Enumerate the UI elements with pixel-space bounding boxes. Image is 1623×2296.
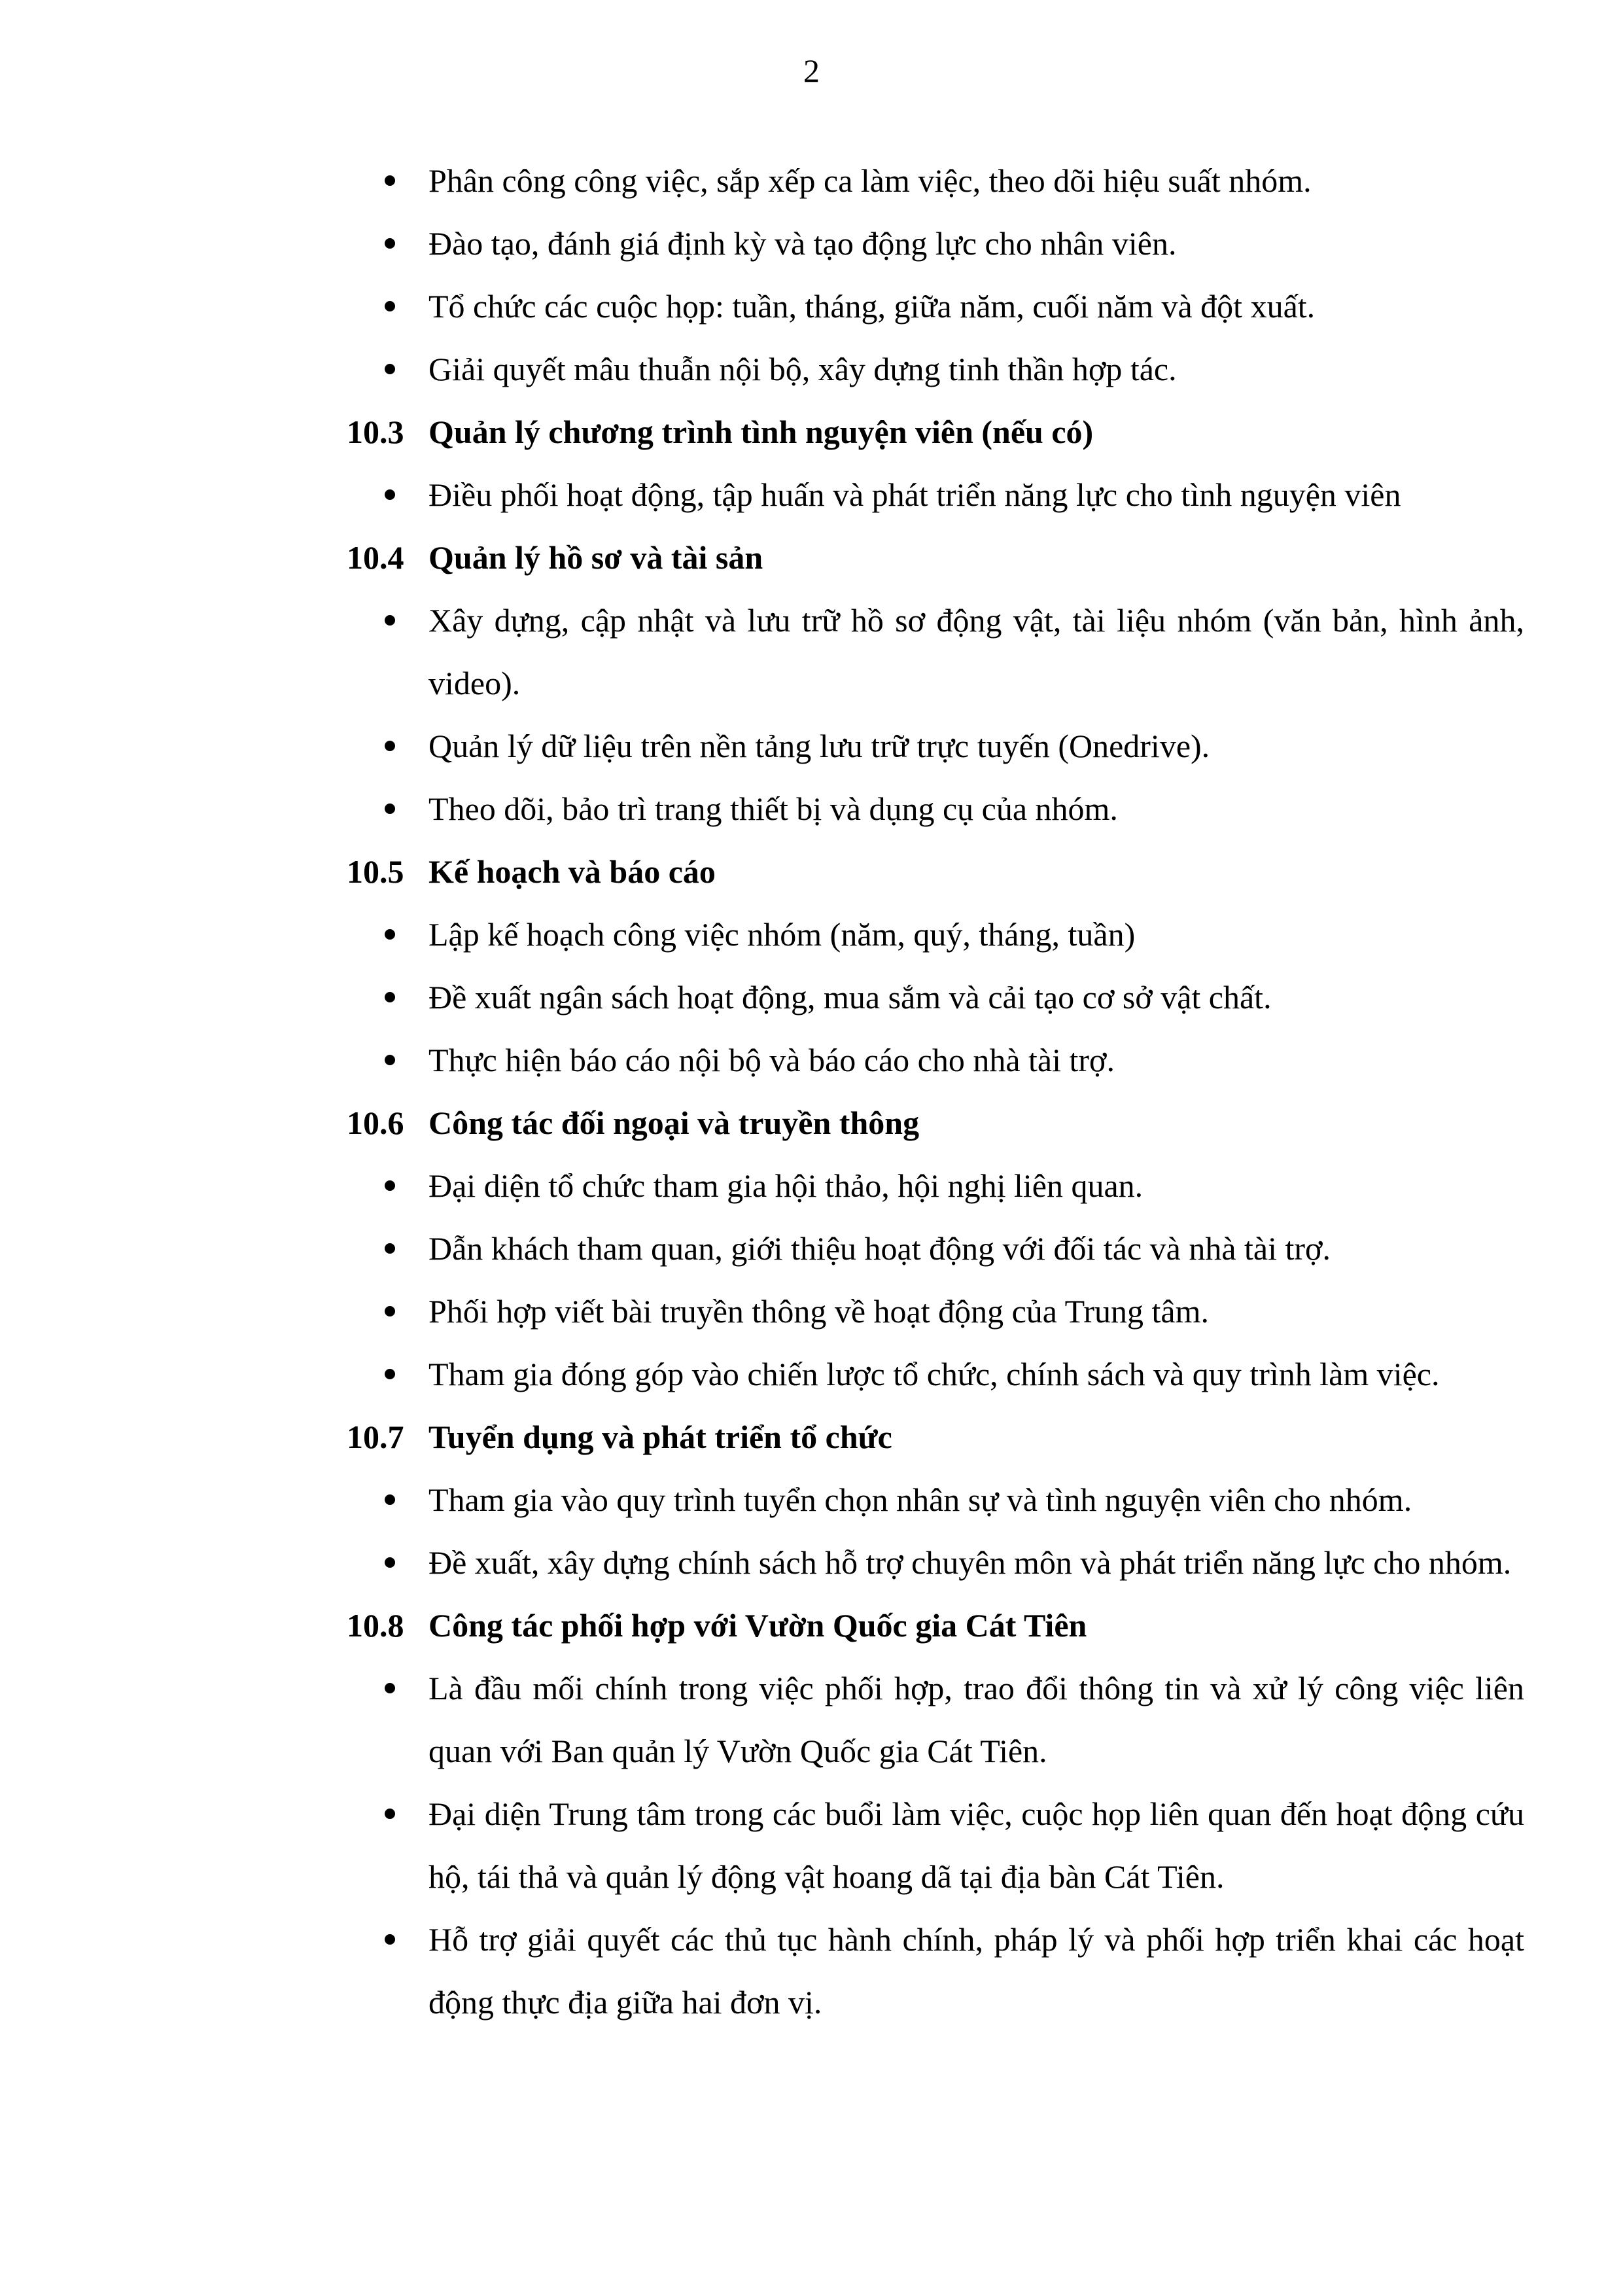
section-heading — [347, 840, 1524, 903]
list-item — [347, 149, 1524, 212]
intro-bullet-list — [347, 149, 1524, 400]
section-10-4 — [347, 526, 1524, 840]
list-item-text: Dẫn khách tham quan, giới thiệu hoạt động với đối tác và nhà tài trợ. — [428, 1230, 1331, 1267]
list-item-text: Lập kế hoạch công việc nhóm (năm, quý, tháng, tuần) — [428, 916, 1136, 953]
list-item-text: Phân công công việc, sắp xếp ca làm việc, theo dõi hiệu suất nhóm. — [428, 162, 1312, 199]
section-heading — [347, 400, 1524, 463]
section-title: Quản lý chương trình tình nguyện viên (nếu có) — [428, 414, 1094, 450]
list-item — [347, 1343, 1524, 1405]
list-item — [347, 589, 1524, 715]
list-item-text: Đại diện Trung tâm trong các buổi làm việc, cuộc họp liên quan đến hoạt động cứu hộ, tái thả và quản lý động vật hoang dã tại địa bàn Cát Tiên. — [428, 1795, 1524, 1895]
section-number: 10.6 — [347, 1104, 404, 1141]
list-item-text: Quản lý dữ liệu trên nền tảng lưu trữ trực tuyến (Onedrive). — [428, 728, 1210, 764]
section-10-3 — [347, 400, 1524, 526]
list-item — [347, 1280, 1524, 1343]
list-item — [347, 275, 1524, 338]
list-item-text: Thực hiện báo cáo nội bộ và báo cáo cho nhà tài trợ. — [428, 1042, 1115, 1078]
section-number: 10.5 — [347, 853, 404, 890]
section-title: Tuyển dụng và phát triển tổ chức — [428, 1419, 892, 1455]
bullet-icon — [385, 175, 395, 186]
section-number: 10.7 — [347, 1419, 404, 1455]
list-item — [347, 903, 1524, 966]
list-item-text: Điều phối hoạt động, tập huấn và phát triển năng lực cho tình nguyện viên — [428, 476, 1401, 513]
bullet-icon — [385, 1180, 395, 1191]
list-item — [347, 1908, 1524, 2034]
list-item — [347, 1531, 1524, 1594]
list-item-text: Giải quyết mâu thuẫn nội bộ, xây dựng tinh thần hợp tác. — [428, 351, 1177, 387]
list-item — [347, 1217, 1524, 1280]
bullet-icon — [385, 238, 395, 249]
list-item — [347, 1154, 1524, 1217]
bullet-icon — [385, 1683, 395, 1693]
list-item-text: Tổ chức các cuộc họp: tuần, tháng, giữa năm, cuối năm và đột xuất. — [428, 288, 1316, 325]
bullet-icon — [385, 1934, 395, 1945]
bullet-icon — [385, 929, 395, 940]
section-heading — [347, 1091, 1524, 1154]
bullet-icon — [385, 1055, 395, 1065]
section-title: Quản lý hồ sơ và tài sản — [428, 539, 763, 576]
list-item-text: Tham gia vào quy trình tuyển chọn nhân sự và tình nguyện viên cho nhóm. — [428, 1481, 1412, 1518]
section-number: 10.4 — [347, 539, 404, 576]
page-number: 2 — [803, 52, 820, 89]
list-item-text: Hỗ trợ giải quyết các thủ tục hành chính, pháp lý và phối hợp triển khai các hoạt động thực địa giữa hai đơn vị. — [428, 1921, 1524, 2021]
list-item — [347, 1468, 1524, 1531]
bullet-icon — [385, 1306, 395, 1316]
bullet-icon — [385, 1494, 395, 1505]
list-item — [347, 463, 1524, 526]
bullet-icon — [385, 804, 395, 814]
bullet-icon — [385, 1369, 395, 1379]
section-heading — [347, 526, 1524, 589]
list-item-text: Là đầu mối chính trong việc phối hợp, trao đổi thông tin và xử lý công việc liên quan với Ban quản lý Vườn Quốc gia Cát Tiên. — [428, 1670, 1524, 1769]
document-body — [347, 149, 1524, 2034]
list-item-text: Phối hợp viết bài truyền thông về hoạt động của Trung tâm. — [428, 1293, 1209, 1330]
section-heading — [347, 1405, 1524, 1468]
list-item — [347, 1657, 1524, 1782]
list-item-text: Đề xuất, xây dựng chính sách hỗ trợ chuyên môn và phát triển năng lực cho nhóm. — [428, 1544, 1512, 1581]
bullet-icon — [385, 741, 395, 751]
section-number: 10.8 — [347, 1607, 404, 1644]
list-item — [347, 777, 1524, 840]
section-title: Công tác phối hợp với Vườn Quốc gia Cát Tiên — [428, 1607, 1087, 1644]
section-number: 10.3 — [347, 414, 404, 450]
list-item — [347, 338, 1524, 400]
list-item-text: Đề xuất ngân sách hoạt động, mua sắm và cải tạo cơ sở vật chất. — [428, 979, 1272, 1016]
list-item — [347, 715, 1524, 777]
list-item-text: Tham gia đóng góp vào chiến lược tổ chức, chính sách và quy trình làm việc. — [428, 1356, 1440, 1392]
list-item — [347, 966, 1524, 1029]
bullet-icon — [385, 1809, 395, 1819]
section-title: Công tác đối ngoại và truyền thông — [428, 1104, 920, 1141]
list-item — [347, 212, 1524, 275]
list-item-text: Đào tạo, đánh giá định kỳ và tạo động lực cho nhân viên. — [428, 225, 1177, 262]
list-item-text: Theo dõi, bảo trì trang thiết bị và dụng cụ của nhóm. — [428, 790, 1118, 827]
list-item — [347, 1782, 1524, 1908]
list-item — [347, 1029, 1524, 1091]
section-10-7 — [347, 1405, 1524, 1594]
section-10-8 — [347, 1594, 1524, 2034]
bullet-icon — [385, 615, 395, 626]
section-10-6 — [347, 1091, 1524, 1405]
bullet-icon — [385, 1557, 395, 1568]
bullet-icon — [385, 301, 395, 311]
bullet-icon — [385, 992, 395, 1002]
bullet-icon — [385, 1243, 395, 1254]
list-item-text: Đại diện tổ chức tham gia hội thảo, hội nghị liên quan. — [428, 1167, 1143, 1204]
section-10-5 — [347, 840, 1524, 1091]
section-title: Kế hoạch và báo cáo — [428, 853, 716, 890]
bullet-icon — [385, 489, 395, 500]
bullet-icon — [385, 364, 395, 374]
section-heading — [347, 1594, 1524, 1657]
list-item-text: Xây dựng, cập nhật và lưu trữ hồ sơ động vật, tài liệu nhóm (văn bản, hình ảnh, video). — [428, 602, 1524, 701]
